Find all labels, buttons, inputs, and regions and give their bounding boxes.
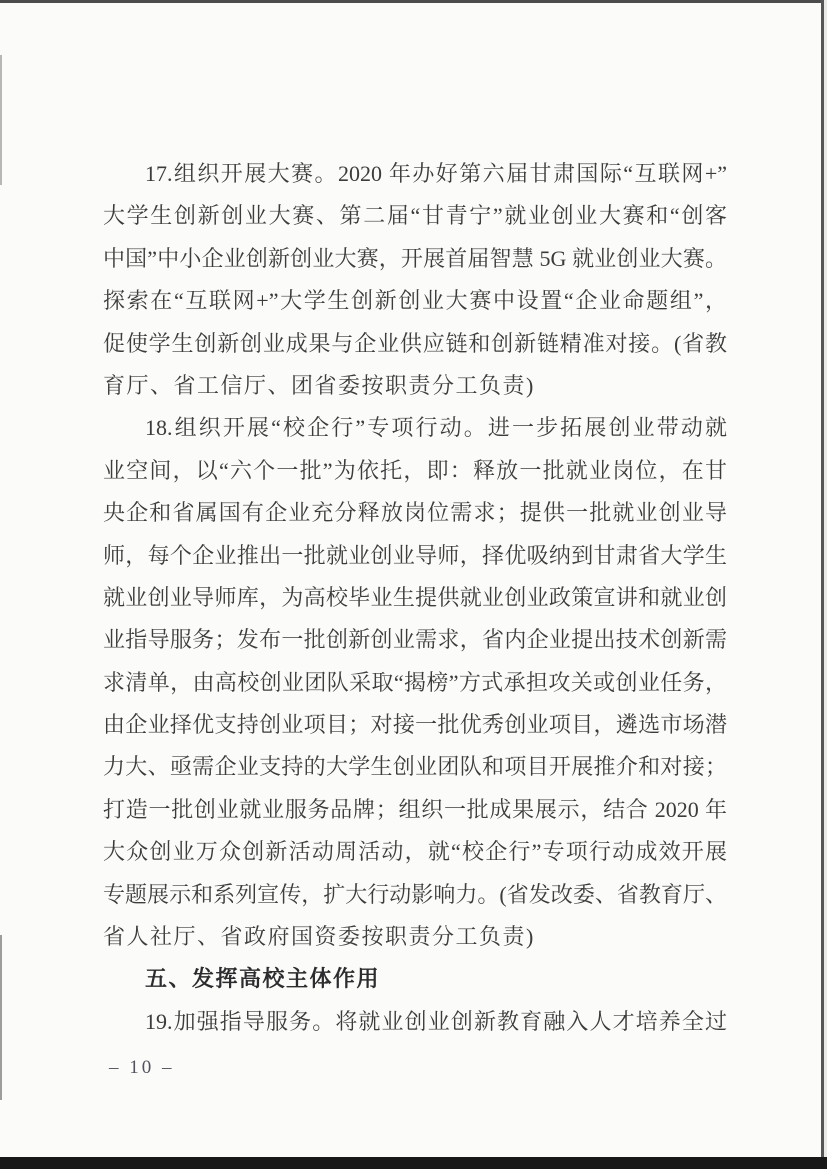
text-line: 省人社厅、省政府国资委按职责分工负责) <box>103 924 535 950</box>
text-line: 业指导服务；发布一批创新创业需求，省内企业提出技术创新需 <box>103 627 727 653</box>
text-line: 打造一批创业就业服务品牌；组织一批成果展示，结合 2020 年 <box>103 796 727 822</box>
text-line: 央企和省属国有企业充分释放岗位需求；提供一批就业创业导 <box>103 500 727 526</box>
text-line: 探索在“互联网+”大学生创新创业大赛中设置“企业命题组”， <box>103 288 727 314</box>
text-line: 求清单，由高校创业团队采取“揭榜”方式承担攻关或创业任务， <box>103 669 727 695</box>
text-line: 师，每个企业推出一批就业创业导师，择优吸纳到甘肃省大学生 <box>103 542 727 568</box>
text-line: 力大、亟需企业支持的大学生创业团队和项目开展推介和对接； <box>103 754 727 780</box>
para-19-line: 19.加强指导服务。将就业创业创新教育融入人才培养全过 <box>145 1008 727 1034</box>
page-number: – 10 – <box>109 1057 175 1078</box>
section-heading: 五、发挥高校主体作用 <box>145 966 381 992</box>
text-line: 业空间，以“六个一批”为依托，即：释放一批就业岗位，在甘 <box>103 457 727 483</box>
text-line: 由企业择优支持创业项目；对接一批优秀创业项目，遴选市场潜 <box>103 712 727 738</box>
scan-edge-right <box>821 0 824 1169</box>
text-line: 促使学生创新创业成果与企业供应链和创新链精准对接。(省教 <box>103 330 727 356</box>
text-line: 中国”中小企业创新创业大赛，开展首届智慧 5G 就业创业大赛。 <box>103 245 727 271</box>
document-body <box>103 153 727 1043</box>
para-18-line: 18.组织开展“校企行”专项行动。进一步拓展创业带动就 <box>145 415 727 441</box>
scan-edge-top <box>0 0 827 3</box>
text-line: 大学生创新创业大赛、第二届“甘青宁”就业创业大赛和“创客 <box>103 203 727 229</box>
text-line: 育厅、省工信厅、团省委按职责分工负责) <box>103 372 535 398</box>
text-line: 就业创业导师库，为高校毕业生提供就业创业政策宣讲和就业创 <box>103 584 727 610</box>
text-line: 大众创业万众创新活动周活动，就“校企行”专项行动成效开展 <box>103 839 727 865</box>
scan-edge-left-lower <box>0 935 2 1100</box>
scan-edge-bottom <box>0 1157 827 1169</box>
para-17-line: 17.组织开展大赛。2020 年办好第六届甘肃国际“互联网+” <box>145 161 727 186</box>
scan-edge-left-upper <box>0 55 2 185</box>
text-line: 专题展示和系列宣传，扩大行动影响力。(省发改委、省教育厅、 <box>103 881 727 907</box>
